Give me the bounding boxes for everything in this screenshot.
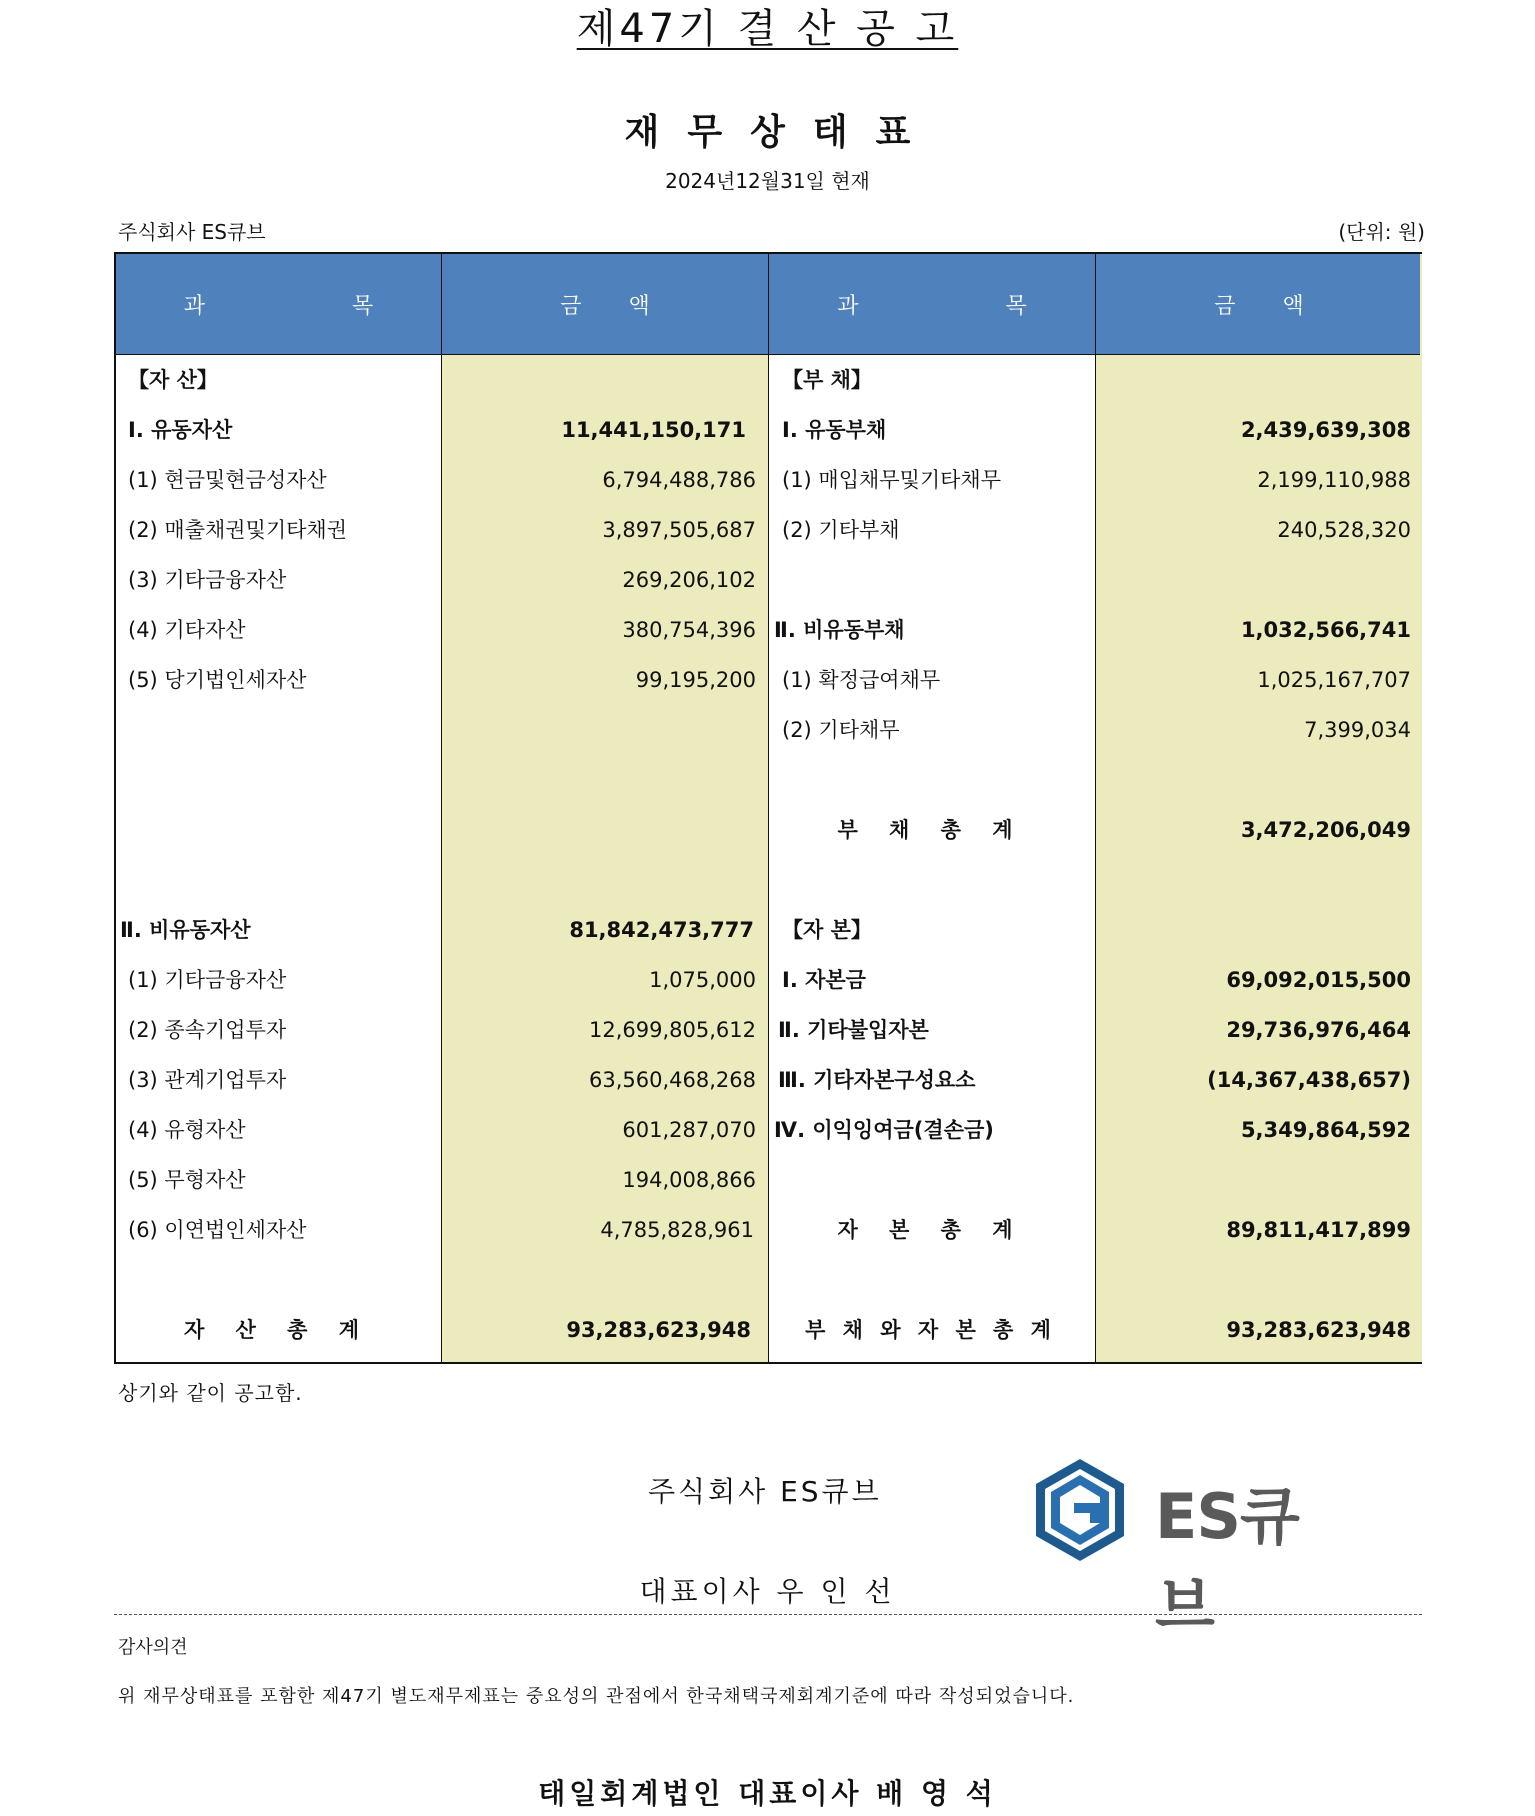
closing-statement: 상기와 같이 공고함. xyxy=(118,1381,303,1405)
audit-opinion-text: 위 재무상태표를 포함한 제47기 별도재무제표는 중요성의 관점에서 한국채택국제회계기준에 따라 작성되었습니다. xyxy=(118,1686,1075,1707)
auditor-signature: 태일회계법인 대표이사 배 영 석 xyxy=(538,1777,997,1810)
ceo-signature: 대표이사 우 인 선 xyxy=(639,1575,896,1608)
total-assets-amount: 93,283,623,948 xyxy=(566,1318,751,1342)
equity-row-label: Ⅳ. 이익잉여금(결손금) xyxy=(774,1118,994,1142)
current-assets-amount: 11,441,150,171 xyxy=(561,418,746,442)
equity-row-label: Ⅱ. 기타불입자본 xyxy=(778,1018,929,1042)
asset-row-amount: 194,008,866 xyxy=(622,1168,756,1192)
liability-row-amount: 240,528,320 xyxy=(1277,518,1411,542)
current-liabilities-amount: 2,439,639,308 xyxy=(1240,418,1411,442)
asset-row-label: (3) 기타금융자산 xyxy=(128,568,287,592)
asset-row-label: (4) 유형자산 xyxy=(128,1118,246,1142)
signing-company: 주식회사 ES큐브 xyxy=(648,1475,882,1508)
divider xyxy=(114,1614,1422,1615)
asset-row-amount: 3,897,505,687 xyxy=(602,518,756,542)
asset-row-label: (2) 매출채권및기타채권 xyxy=(128,518,347,542)
asset-row-amount: 12,699,805,612 xyxy=(589,1018,756,1042)
liability-row-label: (1) 매입채무및기타채무 xyxy=(782,468,1001,492)
liability-row-amount: 2,199,110,988 xyxy=(1257,468,1411,492)
audit-opinion-heading: 감사의견 xyxy=(118,1637,188,1658)
total-equity-label: 자 본 총 계 xyxy=(837,1218,1027,1242)
current-liabilities-label: Ⅰ. 유동부채 xyxy=(782,418,887,442)
total-liabilities-equity-label: 부 채 와 자 본 총 계 xyxy=(805,1318,1059,1342)
asset-row-amount: 1,075,000 xyxy=(649,968,756,992)
equity-section-label: 【자 본】 xyxy=(782,918,872,942)
liability-row-label: (2) 기타부채 xyxy=(782,518,900,542)
cube-logo-icon xyxy=(1030,1455,1130,1567)
liabilities-section-label: 【부 채】 xyxy=(782,368,872,392)
asset-row-label: (1) 현금및현금성자산 xyxy=(128,468,327,492)
equity-row-label: Ⅲ. 기타자본구성요소 xyxy=(778,1068,976,1092)
liability-row-amount: 1,025,167,707 xyxy=(1257,668,1411,692)
noncurrent-assets-amount: 81,842,473,777 xyxy=(569,918,754,942)
asset-row-label: (2) 종속기업투자 xyxy=(128,1018,287,1042)
total-liabilities-amount: 3,472,206,049 xyxy=(1240,818,1411,842)
total-equity-amount: 89,811,417,899 xyxy=(1226,1218,1411,1242)
equity-row-amount: 29,736,976,464 xyxy=(1226,1018,1411,1042)
table-header xyxy=(116,254,1420,355)
asset-row-amount: 6,794,488,786 xyxy=(602,468,756,492)
company-name: 주식회사 ES큐브 xyxy=(118,220,266,244)
liability-row-label: (2) 기타채무 xyxy=(782,718,900,742)
statement-title: 재무상태표 xyxy=(624,112,939,153)
equity-row-amount: 69,092,015,500 xyxy=(1226,968,1411,992)
current-assets-label: Ⅰ. 유동자산 xyxy=(128,418,233,442)
header-amount-2: 금 액 xyxy=(1214,293,1304,319)
total-liabilities-label: 부 채 총 계 xyxy=(837,818,1027,842)
header-item-1: 과 목 xyxy=(183,293,374,319)
equity-row-label: Ⅰ. 자본금 xyxy=(782,968,866,992)
asset-row-label: (5) 당기법인세자산 xyxy=(128,668,307,692)
asset-row-amount: 269,206,102 xyxy=(622,568,756,592)
asset-row-amount: 601,287,070 xyxy=(622,1118,756,1142)
noncurrent-assets-label: Ⅱ. 비유동자산 xyxy=(120,918,251,942)
announcement-title: 제47기 결 산 공 고 xyxy=(576,6,959,52)
asset-row-amount: 4,785,828,961 xyxy=(600,1218,754,1242)
noncurrent-liabilities-amount: 1,032,566,741 xyxy=(1240,618,1411,642)
asset-row-amount: 63,560,468,268 xyxy=(589,1068,756,1092)
unit-label: (단위: 원) xyxy=(1338,220,1425,244)
equity-row-amount: 5,349,864,592 xyxy=(1240,1118,1411,1142)
assets-section-label: 【자 산】 xyxy=(128,368,218,392)
asset-row-amount: 99,195,200 xyxy=(635,668,756,692)
liability-row-amount: 7,399,034 xyxy=(1304,718,1411,742)
asset-row-label: (4) 기타자산 xyxy=(128,618,246,642)
logo-wordmark: ES큐브 xyxy=(1155,1480,1299,1642)
asset-row-label: (6) 이연법인세자산 xyxy=(128,1218,307,1242)
equity-row-amount: (14,367,438,657) xyxy=(1207,1068,1411,1092)
asset-row-label: (5) 무형자산 xyxy=(128,1168,246,1192)
company-logo xyxy=(1030,1455,1330,1642)
header-item-2: 과 목 xyxy=(837,293,1027,319)
total-liabilities-equity-amount: 93,283,623,948 xyxy=(1226,1318,1411,1342)
asset-row-label: (3) 관계기업투자 xyxy=(128,1068,287,1092)
header-amount-1: 금 액 xyxy=(560,293,650,319)
liability-row-label: (1) 확정급여채무 xyxy=(782,668,941,692)
total-assets-label: 자 산 총 계 xyxy=(183,1318,374,1342)
asset-row-amount: 380,754,396 xyxy=(622,618,756,642)
asset-row-label: (1) 기타금융자산 xyxy=(128,968,287,992)
balance-sheet-table xyxy=(114,252,1422,1364)
noncurrent-liabilities-label: Ⅱ. 비유동부채 xyxy=(774,618,905,642)
statement-date: 2024년12월31일 현재 xyxy=(665,169,870,193)
